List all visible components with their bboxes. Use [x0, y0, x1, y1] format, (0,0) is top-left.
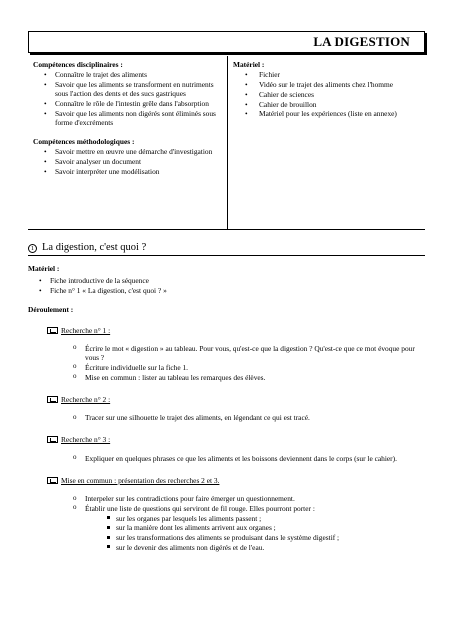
- list-item: • Savoir que les aliments se transforment en nutriments sous l'action des dents et des sucs gastriques: [33, 80, 227, 99]
- step-list: [73, 454, 428, 463]
- section-heading: [28, 241, 425, 256]
- list-item: sur le devenir des aliments non digérés et de l'eau.: [107, 543, 428, 552]
- step-heading: [47, 435, 428, 444]
- competences-table: [28, 56, 425, 230]
- step-label: Recherche n° 3 :: [61, 435, 111, 445]
- list-item: sur les organes par lesquels les aliments passent ;: [107, 514, 428, 523]
- list-item: sur la manière dont les aliments arrivent aux organes ;: [107, 523, 428, 532]
- step-label: Recherche n° 1 :: [61, 325, 111, 335]
- list-item: o Expliquer en quelques phrases ce que les aliments et les boissons deviennent dans le corps (sur le cahier).: [73, 454, 428, 463]
- list-item: o Écrire le mot « digestion » au tableau. Pour vous, qu'est-ce que la digestion ? Qu'est-ce que ce mot évoque pour vous ?: [73, 344, 428, 363]
- section-number-icon: 1: [28, 244, 37, 253]
- list-item: • Cahier de brouillon: [233, 100, 425, 109]
- page-title: LA DIGESTION: [313, 33, 410, 49]
- competences-column: [28, 56, 228, 230]
- list-item: • Savoir interpréter une modélisation: [33, 167, 227, 176]
- list-item: o Établir une liste de questions qui serviront de fil rouge. Elles pourront porter :: [73, 504, 428, 513]
- step-sublist: [107, 514, 428, 553]
- pencil-box-icon: [47, 396, 58, 403]
- step-label: Recherche n° 2 :: [61, 394, 111, 404]
- step-list: [73, 413, 428, 422]
- list-item: • Connaître le trajet des aliments: [33, 70, 227, 79]
- step-heading: [47, 395, 428, 404]
- list-item: • Matériel pour les expériences (liste en annexe): [233, 109, 425, 118]
- pencil-box-icon: [47, 477, 58, 484]
- page-title-box: [28, 31, 425, 53]
- materiel-subheader: Matériel :: [28, 264, 60, 273]
- step-heading: [47, 326, 428, 335]
- list-item: • Vidéo sur le trajet des aliments chez l'homme: [233, 80, 425, 89]
- deroulement-subheader: Déroulement :: [28, 305, 74, 315]
- section-title: La digestion, c'est quoi ?: [42, 241, 147, 253]
- list-item: sur les transformations des aliments se produisant dans le système digestif ;: [107, 533, 428, 542]
- pencil-box-icon: [47, 436, 58, 443]
- competences-methodologiques-header: Compétences méthodologiques :: [33, 136, 135, 146]
- competences-methodologiques-list: [33, 147, 227, 176]
- list-item: • Fiche n° 1 « La digestion, c'est quoi ? »: [28, 286, 428, 295]
- list-item: • Fiche introductive de la séquence: [28, 276, 428, 285]
- step-label: Mise en commun : présentation des recherches 2 et 3.: [61, 475, 220, 485]
- materiel-list: [233, 70, 425, 118]
- step-list: [73, 494, 428, 513]
- step-heading: [47, 476, 428, 485]
- list-item: • Savoir mettre en œuvre une démarche d'investigation: [33, 147, 227, 156]
- pencil-box-icon: [47, 327, 58, 334]
- list-item: • Fichier: [233, 70, 425, 79]
- list-item: o Interpeler sur les contradictions pour faire émerger un questionnement.: [73, 494, 428, 503]
- list-item: • Savoir analyser un document: [33, 157, 227, 166]
- step-list: [73, 344, 428, 382]
- list-item: o Mise en commun : lister au tableau les remarques des élèves.: [73, 373, 428, 382]
- list-item: • Savoir que les aliments non digérés sont éliminés sous forme d'excréments: [33, 109, 227, 128]
- section-materiel-list: [28, 276, 428, 295]
- materiel-column: [230, 56, 425, 119]
- materiel-header: Matériel :: [233, 60, 265, 69]
- list-item: • Cahier de sciences: [233, 90, 425, 99]
- competences-disciplinaires-list: [33, 70, 227, 127]
- section-body: [28, 264, 428, 553]
- list-item: o Écriture individuelle sur la fiche 1.: [73, 363, 428, 372]
- list-item: • Connaître le rôle de l'intestin grêle dans l'absorption: [33, 99, 227, 108]
- competences-disciplinaires-header: Compétences disciplinaires :: [33, 60, 123, 69]
- list-item: o Tracer sur une silhouette le trajet des aliments, en légendant ce qui est tracé.: [73, 413, 428, 422]
